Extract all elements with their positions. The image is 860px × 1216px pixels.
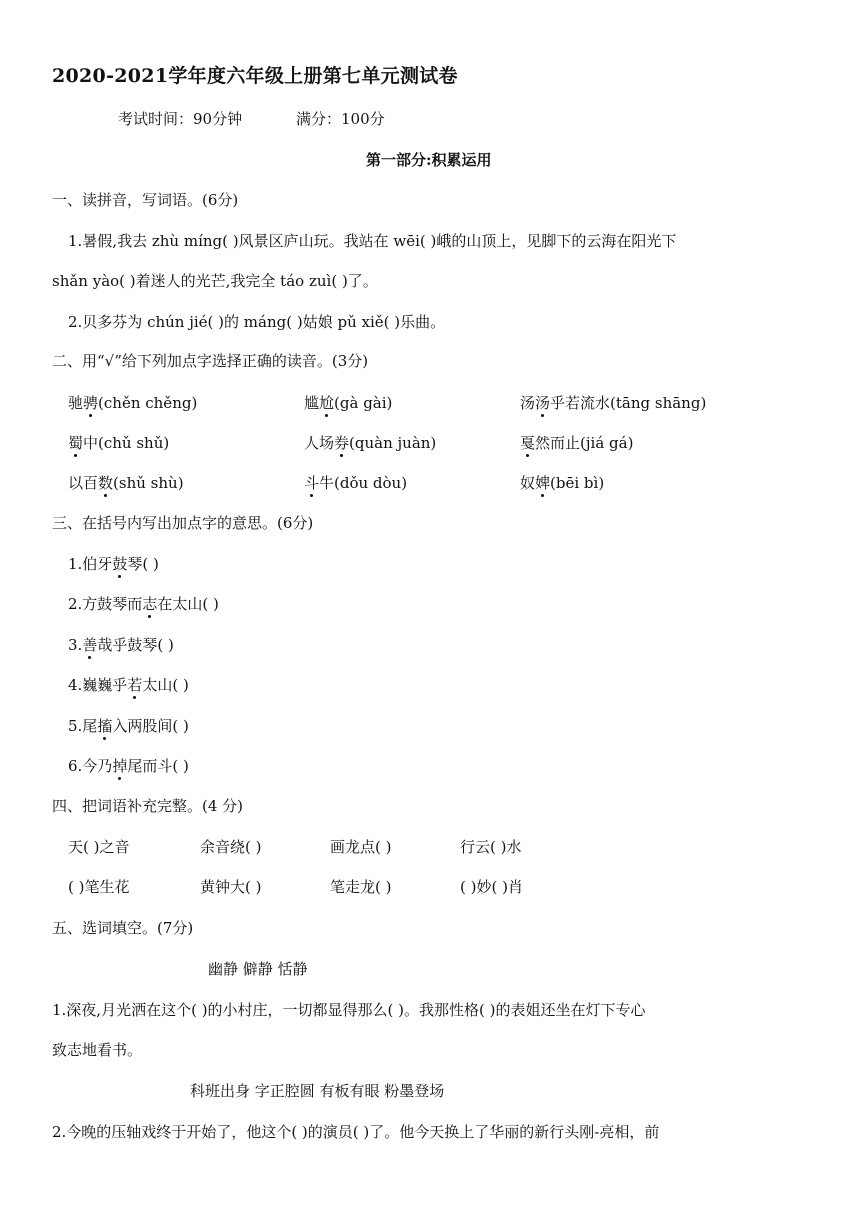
part-one-title: 第一部分:积累运用	[366, 151, 492, 169]
s5-question-1-line-1: 1.深夜,月光洒在这个( )的小村庄，一切都显得那么( )。我那性格( )的表姐还坐在灯下专心	[52, 1001, 646, 1019]
idiom-item: 余音绕( )	[200, 838, 262, 856]
pronunciation-item: 汤汤乎若流水(tāng shāng)	[520, 394, 707, 412]
s5-question-1-line-2: 致志地看书。	[52, 1041, 143, 1059]
s1-question-1-line-1: 1.暑假,我去 zhù míng( )风景区庐山玩。我站在 wēi( )峨的山顶上，见脚下的云海在阳光下	[68, 232, 677, 250]
section-3-heading: 三、在括号内写出加点字的意思。(6分)	[52, 514, 314, 532]
dotted-char: 券	[334, 434, 350, 452]
section-4-heading: 四、把词语补充完整。(4 分)	[52, 797, 244, 815]
meaning-item: 1.伯牙鼓琴( )	[68, 555, 159, 573]
meaning-item: 4.巍巍乎若太山( )	[68, 676, 189, 694]
dotted-char: 搐	[97, 717, 113, 735]
word-bank-1: 幽静 僻静 恬静	[208, 960, 308, 978]
meaning-item: 2.方鼓琴而志在太山( )	[68, 595, 219, 613]
section-2-heading: 二、用“√”给下列加点字选择正确的读音。(3分)	[52, 352, 369, 370]
exam-score: 满分：100分	[296, 110, 385, 128]
page-title: 2020-2021学年度六年级上册第七单元测试卷	[52, 65, 458, 87]
dotted-char: 数	[98, 474, 114, 492]
idiom-item: ( )妙( )肖	[460, 878, 523, 896]
dotted-char: 骋	[83, 394, 99, 412]
dotted-char: 蜀	[68, 434, 84, 452]
s1-question-1-line-2: shǎn yào( )着迷人的光芒,我完全 táo zuì( )了。	[52, 272, 378, 290]
word-bank-2: 科班出身 字正腔圆 有板有眼 粉墨登场	[190, 1082, 445, 1100]
idiom-item: 画龙点( )	[330, 838, 392, 856]
dotted-char: 掉	[112, 757, 128, 775]
dotted-char: 尬	[319, 394, 335, 412]
idiom-item: 黄钟大( )	[200, 878, 262, 896]
dotted-char: 善	[82, 636, 98, 654]
idiom-item: 笔走龙( )	[330, 878, 392, 896]
dotted-char: 鼓	[112, 555, 128, 573]
dotted-char: 汤	[535, 394, 551, 412]
pronunciation-item: 尴尬(gà gài)	[304, 394, 393, 412]
dotted-char: 若	[127, 676, 143, 694]
meaning-item: 5.尾搐入两股间( )	[68, 717, 189, 735]
pronunciation-item: 戛然而止(jiá gá)	[520, 434, 634, 452]
exam-time: 考试时间：90分钟	[118, 110, 243, 128]
s1-question-2: 2.贝多芬为 chún jié( )的 máng( )姑娘 pǔ xiě( )乐曲。	[68, 313, 446, 331]
meaning-item: 6.今乃掉尾而斗( )	[68, 757, 189, 775]
s5-question-2-line-1: 2.今晚的压轴戏终于开始了，他这个( )的演员( )了。他今天换上了华丽的新行头刚-亮相，前	[52, 1123, 660, 1141]
dotted-char: 婢	[535, 474, 551, 492]
section-1-heading: 一、读拼音，写词语。(6分)	[52, 191, 239, 209]
idiom-item: 天( )之音	[68, 838, 130, 856]
dotted-char: 戛	[520, 434, 536, 452]
idiom-item: 行云( )水	[460, 838, 522, 856]
meaning-item: 3.善哉乎鼓琴( )	[68, 636, 174, 654]
pronunciation-item: 驰骋(chěn chěng)	[68, 394, 198, 412]
pronunciation-item: 蜀中(chǔ shǔ)	[68, 434, 170, 452]
pronunciation-item: 斗牛(dǒu dòu)	[304, 474, 408, 492]
pronunciation-item: 以百数(shǔ shù)	[68, 474, 184, 492]
idiom-item: ( )笔生花	[68, 878, 130, 896]
dotted-char: 斗	[304, 474, 320, 492]
dotted-char: 志	[142, 595, 158, 613]
pronunciation-item: 人场券(quàn juàn)	[304, 434, 437, 452]
section-5-heading: 五、选词填空。(7分)	[52, 919, 194, 937]
pronunciation-item: 奴婢(bēi bì)	[520, 474, 605, 492]
